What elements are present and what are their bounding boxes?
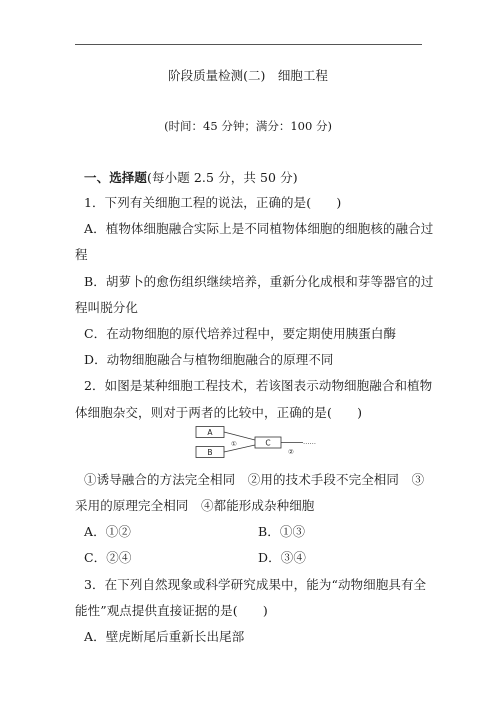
q2-statements: ①诱导融合的方法完全相同 ②用的技术手段不完全相同 ③ <box>84 472 425 487</box>
section-heading-label: 一、选择题 <box>84 170 148 185</box>
header-rule <box>75 44 422 45</box>
q3-option-a: A．壁虎断尾后重新长出尾部 <box>84 629 245 644</box>
q3-stem: 3．在下列自然现象或科学研究成果中，能为“动物细胞具有全 <box>84 577 427 592</box>
exam-meta: (时间：45 分钟；满分：100 分) <box>164 119 332 133</box>
step-1-label: ① <box>231 440 237 448</box>
q1-option-b-cont: 程叫脱分化 <box>75 300 139 315</box>
continuation-dots: …… <box>303 438 316 446</box>
q1-option-a-cont: 程 <box>75 247 88 262</box>
box-a-label: A <box>207 428 213 437</box>
q2-statements-cont: 采用的原理完全相同 ④都能形成杂种细胞 <box>75 498 315 513</box>
arrow-a <box>224 432 255 440</box>
section-heading <box>84 168 298 186</box>
q1-stem: 1．下列有关细胞工程的说法，正确的是( ) <box>84 195 342 210</box>
box-c-label: C <box>265 438 271 448</box>
q1-option-c: C．在动物细胞的原代培养过程中，要定期使用胰蛋白酶 <box>84 326 397 341</box>
q2-stem: 2．如图是某种细胞工程技术，若该图表示动物细胞融合和植物 <box>84 378 433 393</box>
arrow-b <box>224 445 255 452</box>
box-b-label: B <box>207 448 213 457</box>
q2-option-d: D．③④ <box>258 550 306 565</box>
q1-option-b: B．胡萝卜的愈伤组织继续培养，重新分化成根和芽等器官的过 <box>84 274 434 289</box>
q2-option-b: B．①③ <box>258 524 306 539</box>
q1-option-a: A．植物体细胞融合实际上是不同植物体细胞的细胞核的融合过 <box>84 221 434 236</box>
q2-stem-cont: 体细胞杂交，则对于两者的比较中，正确的是( ) <box>75 405 363 420</box>
section-heading-note: (每小题 2.5 分，共 50 分) <box>147 170 298 185</box>
cell-fusion-diagram <box>195 425 325 463</box>
q1-option-d: D．动物细胞融合与植物细胞融合的原理不同 <box>84 352 334 367</box>
q3-stem-cont: 能性”观点提供直接证据的是( ) <box>75 603 268 618</box>
q2-option-a: A．①② <box>84 524 131 539</box>
q2-option-c: C．②④ <box>84 550 132 565</box>
step-2-label: ② <box>288 448 294 456</box>
page-title: 阶段质量检测(二) 细胞工程 <box>168 68 328 83</box>
